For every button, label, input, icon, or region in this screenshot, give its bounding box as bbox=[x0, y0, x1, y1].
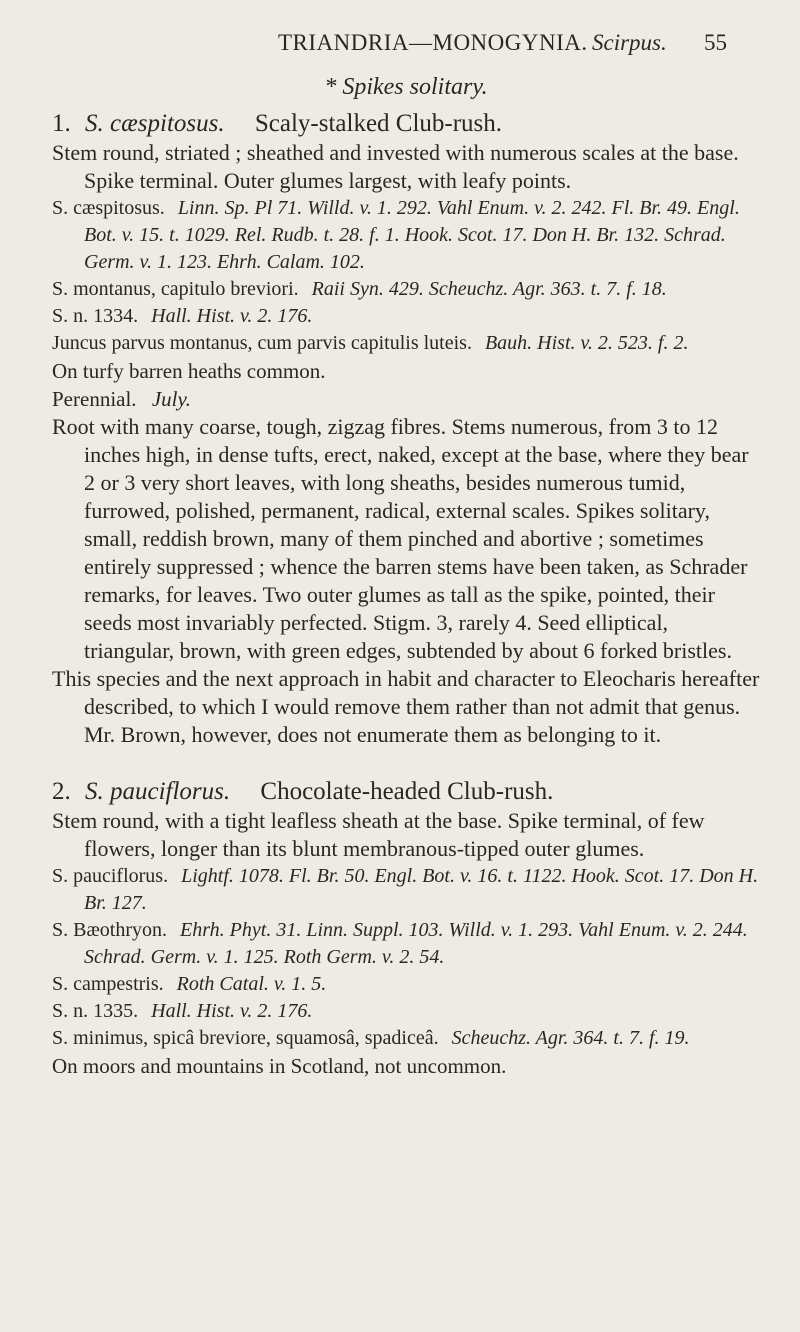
synonym-name: Juncus parvus montanus, cum parvis capitulis luteis. bbox=[52, 332, 472, 354]
synonym-name: S. n. 1335. bbox=[52, 1000, 139, 1022]
synonym bbox=[52, 303, 760, 330]
species-habitat: On moors and mountains in Scotland, not uncommon. bbox=[52, 1054, 507, 1078]
synonym bbox=[52, 195, 760, 276]
page-number: 55 bbox=[704, 30, 727, 55]
synonym bbox=[52, 1025, 760, 1052]
synonym-name: S. montanus, capitulo breviori. bbox=[52, 278, 299, 300]
species-title bbox=[52, 109, 760, 139]
synonym-reference: Bauh. Hist. v. 2. 523. f. 2. bbox=[484, 332, 689, 354]
synonym-reference: Lightf. 1078. Fl. Br. 50. Engl. Bot. v. 16. t. 1122. Hook. Scot. 17. Don H. Br. 127. bbox=[84, 865, 759, 914]
synonym-reference: Scheuchz. Agr. 364. t. 7. f. 19. bbox=[451, 1027, 690, 1049]
synonym-name: S. Bæothryon. bbox=[52, 919, 168, 941]
species-common-name: Scaly-stalked Club-rush. bbox=[254, 110, 503, 137]
synonym-reference: Raii Syn. 429. Scheuchz. Agr. 363. t. 7. f. 18. bbox=[311, 278, 667, 300]
section-heading: * Spikes solitary. bbox=[324, 74, 488, 100]
species-note: This species and the next approach in habit and character to Eleocharis hereafter described, to which I would remove them rather than not admit that genus. Mr. Brown, however, does not enumerate them as belonging to it. bbox=[52, 666, 760, 747]
synonym bbox=[52, 971, 760, 998]
synonym-reference: Hall. Hist. v. 2. 176. bbox=[151, 1000, 313, 1022]
running-head bbox=[52, 20, 760, 60]
species-diagnosis: Stem round, striated ; sheathed and invested with numerous scales at the base. Spike terminal. Outer glumes largest, with leafy points. bbox=[52, 140, 739, 193]
synonym-reference: Roth Catal. v. 1. 5. bbox=[176, 973, 327, 995]
flowering-month: July. bbox=[151, 387, 191, 411]
species-description: Root with many coarse, tough, zigzag fibres. Stems numerous, from 3 to 12 inches high, in dense tufts, erect, naked, except at the base, where they bear 2 or 3 very short leaves, with long sheaths, besides numerous tumid, furrowed, polished, permanent, radical, external scales. Spikes solitary, small, reddish brown, many of them pinched and abortive ; sometimes entirely suppressed ; whence the barren stems have been taken, as Schrader remarks, for leaves. Two outer glumes as tall as the spike, pointed, their seeds most invariably perfected. Stigm. 3, rarely 4. Seed elliptical, triangular, brown, with green edges, subtended by about 6 forked bristles. bbox=[52, 414, 749, 663]
running-genus: Scirpus. bbox=[592, 30, 667, 55]
synonym bbox=[52, 330, 760, 357]
synonym-reference: Ehrh. Phyt. 31. Linn. Suppl. 103. Willd. v. 1. 293. Vahl Enum. v. 2. 244. Schrad. Germ. v. 1. 125. Roth Germ. v. 2. 54. bbox=[84, 919, 748, 968]
species-number: 1. bbox=[52, 110, 71, 137]
synonym-name: S. pauciflorus. bbox=[52, 865, 169, 887]
synonym bbox=[52, 917, 760, 971]
synonym bbox=[52, 863, 760, 917]
species-number: 2. bbox=[52, 778, 71, 805]
species-latin-name: S. cæspitosus. bbox=[85, 110, 225, 137]
species-title bbox=[52, 777, 760, 807]
synonym-name: S. cæspitosus. bbox=[52, 197, 165, 219]
synonym-name: S. minimus, spicâ breviore, squamosâ, spadiceâ. bbox=[52, 1027, 439, 1049]
synonym-reference: Hall. Hist. v. 2. 176. bbox=[151, 305, 313, 327]
synonym-reference: Linn. Sp. Pl 71. Willd. v. 1. 292. Vahl Enum. v. 2. 242. Fl. Br. 49. Engl. Bot. v. 15. t. 1029. Rel. Rudb. t. 28. f. 1. Hook. Scot. 17. Don H. Br. 132. Schrad. Germ. v. 1. 123. Ehrh. Calam. 102. bbox=[84, 197, 740, 273]
species-common-name: Chocolate-headed Club-rush. bbox=[260, 778, 554, 805]
species-duration bbox=[52, 385, 760, 413]
species-habitat: On turfy barren heaths common. bbox=[52, 359, 326, 383]
duration-label: Perennial. bbox=[52, 387, 137, 411]
running-title: TRIANDRIA—MONOGYNIA. bbox=[278, 30, 588, 55]
species-diagnosis: Stem round, with a tight leafless sheath at the base. Spike terminal, of few flowers, longer than its blunt membranous-tipped outer glumes. bbox=[52, 808, 705, 861]
synonym-name: S. n. 1334. bbox=[52, 305, 139, 327]
synonym bbox=[52, 276, 760, 303]
synonym bbox=[52, 998, 760, 1025]
synonym-name: S. campestris. bbox=[52, 973, 164, 995]
species-latin-name: S. pauciflorus. bbox=[85, 778, 231, 805]
